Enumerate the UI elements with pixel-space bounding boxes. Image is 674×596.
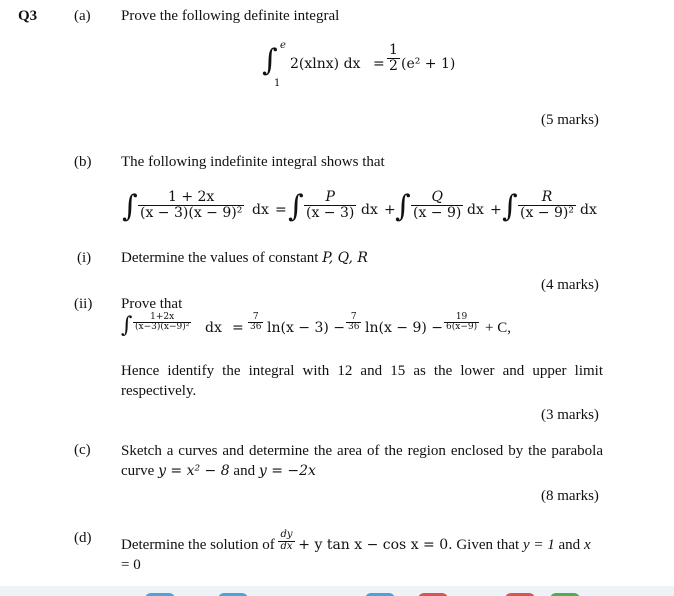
p-den: (x − 3) bbox=[306, 204, 355, 221]
part-d-label: (d) bbox=[74, 530, 92, 546]
d-given: Given that bbox=[456, 537, 520, 554]
part-b-ii-equation bbox=[121, 312, 541, 344]
lhs-fraction bbox=[138, 190, 244, 220]
ii-c1-num: 7 bbox=[252, 312, 259, 322]
ii-lhs-den: (x−3)(x−9)² bbox=[135, 322, 190, 333]
ii-lhs-num: 1+2x bbox=[150, 312, 175, 322]
frac-den: 2 bbox=[389, 57, 398, 74]
dy: dy bbox=[280, 529, 293, 540]
integral-sign: ∫ bbox=[288, 189, 304, 224]
dx: dx bbox=[361, 202, 378, 218]
ii-c3-den: 6(x−9) bbox=[446, 322, 478, 333]
c-eq2: y = −2x bbox=[258, 463, 316, 479]
plus-sign: + bbox=[490, 202, 502, 218]
r-fraction bbox=[518, 190, 576, 220]
part-c-text bbox=[121, 441, 603, 481]
integral-sign: ∫ bbox=[395, 189, 411, 224]
integrand: 2(xlnx) dx bbox=[290, 56, 361, 72]
d-cond1: y = 1 bbox=[522, 537, 555, 554]
part-c-marks: (8 marks) bbox=[541, 488, 599, 504]
rhs: (e² + 1) bbox=[401, 56, 456, 72]
d-and: and bbox=[558, 537, 581, 554]
ii-c2-den: 36 bbox=[348, 322, 360, 333]
ii-c2-num: 7 bbox=[350, 312, 357, 322]
part-c-label: (c) bbox=[74, 442, 91, 458]
part-b-ii-text: Prove that bbox=[121, 296, 183, 312]
d-text: Determine the solution of bbox=[121, 537, 275, 554]
equals-sign: = bbox=[232, 320, 244, 336]
plus-sign: + bbox=[384, 202, 396, 218]
ii-tail: + C, bbox=[485, 320, 511, 336]
i-vars: P, Q, R bbox=[322, 250, 368, 266]
integral-sign: ∫ bbox=[262, 43, 278, 78]
part-b-ii-marks: (3 marks) bbox=[541, 407, 599, 423]
part-b-equation bbox=[122, 188, 602, 228]
ii-ln2: ln(x − 9) − bbox=[365, 320, 444, 336]
c-and: and bbox=[233, 463, 256, 479]
dx: dx bbox=[467, 202, 484, 218]
p-num: P bbox=[325, 189, 335, 205]
part-a-marks: (5 marks) bbox=[541, 112, 599, 128]
c-text: Sketch a curves and determine the area of the region enclosed by the parabola curve bbox=[121, 443, 603, 479]
d-cond2: x bbox=[583, 537, 591, 554]
q-den: (x − 9) bbox=[413, 204, 462, 221]
d-equation: + y tan x − cos x = 0. bbox=[298, 537, 453, 554]
dx: dx bbox=[252, 202, 269, 218]
q-num: Q bbox=[431, 189, 443, 205]
ii-ln1: ln(x − 3) − bbox=[267, 320, 346, 336]
q-fraction bbox=[411, 190, 463, 220]
integral-sign: ∫ bbox=[122, 189, 138, 224]
dx: dx bbox=[580, 202, 597, 218]
question-number: Q3 bbox=[18, 8, 38, 24]
part-b-i-marks: (4 marks) bbox=[541, 277, 599, 293]
part-d-cond3: = 0 bbox=[121, 557, 141, 573]
part-a-text: Prove the following definite integral bbox=[121, 8, 340, 24]
ii-lhs-fraction bbox=[133, 313, 191, 333]
frac-num: 1 bbox=[389, 42, 398, 58]
lhs-den: (x − 3)(x − 9)² bbox=[140, 204, 243, 221]
p-fraction bbox=[304, 190, 356, 220]
part-b-label: (b) bbox=[74, 154, 92, 170]
lower-limit: 1 bbox=[274, 78, 281, 89]
r-num: R bbox=[541, 189, 553, 205]
part-b-ii-label: (ii) bbox=[74, 296, 93, 312]
integral-sign: ∫ bbox=[121, 313, 133, 338]
integral-sign: ∫ bbox=[502, 189, 518, 224]
part-b-i-text bbox=[121, 250, 368, 267]
half-fraction bbox=[387, 43, 400, 73]
upper-limit: e bbox=[280, 40, 286, 51]
equals-sign: = bbox=[275, 202, 287, 218]
dx: dx bbox=[205, 320, 222, 336]
i-text: Determine the values of constant bbox=[121, 250, 319, 266]
ii-c3-fraction bbox=[444, 313, 479, 333]
dx: dx bbox=[278, 541, 294, 553]
ii-c2-fraction bbox=[346, 313, 361, 333]
dy-dx-fraction bbox=[278, 530, 294, 552]
ii-c1-den: 36 bbox=[250, 322, 262, 333]
part-b-text: The following indefinite integral shows that bbox=[121, 154, 385, 170]
ii-c1-fraction bbox=[248, 313, 263, 333]
lhs-num: 1 + 2x bbox=[167, 189, 215, 205]
c-eq1: y = x² − 8 bbox=[158, 463, 230, 479]
part-b-i-label: (i) bbox=[77, 250, 92, 266]
ii-c3-num: 19 bbox=[455, 312, 468, 322]
part-b-hence-text: Hence identify the integral with 12 and 15 as the lower and upper limit respectively. bbox=[121, 363, 603, 399]
r-den: (x − 9)² bbox=[520, 204, 574, 221]
part-a-label: (a) bbox=[74, 8, 91, 24]
equals-sign: = bbox=[373, 56, 385, 72]
part-d-text bbox=[121, 528, 591, 554]
